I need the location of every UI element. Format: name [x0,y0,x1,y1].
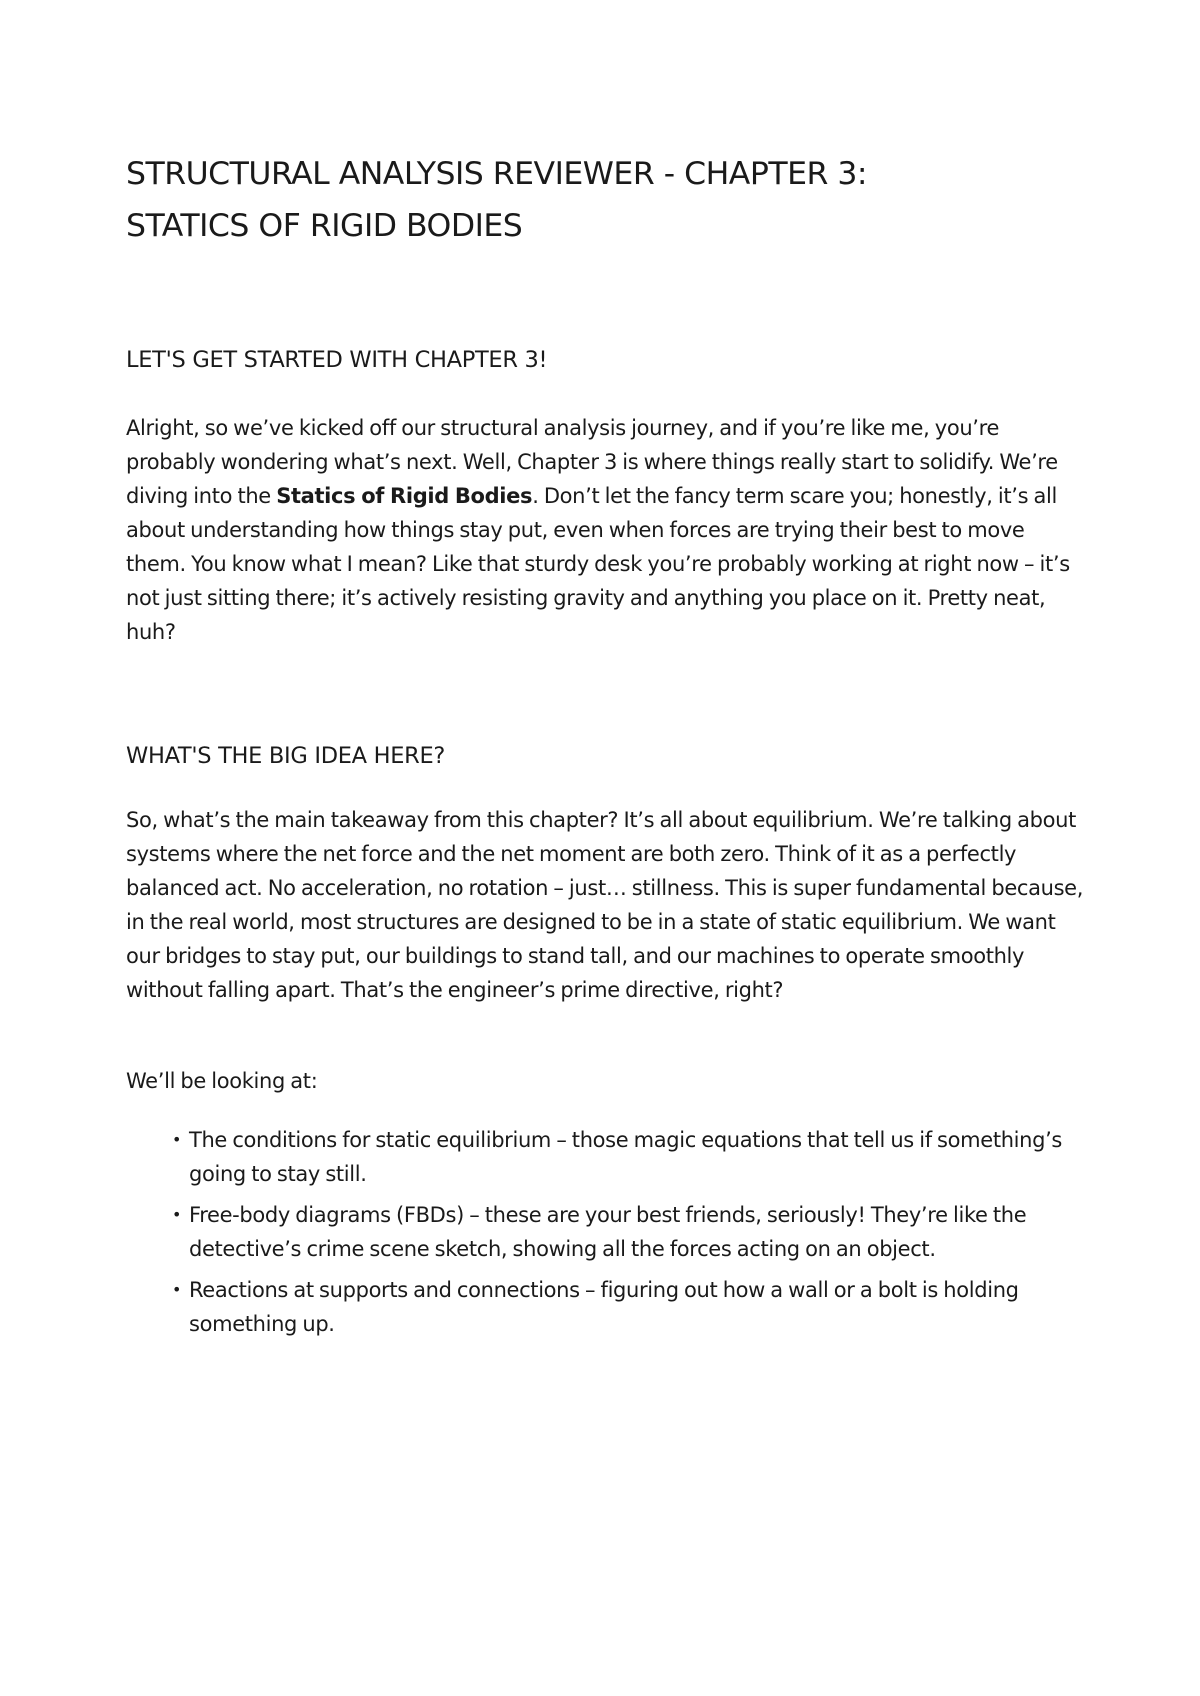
topics-list [172,1123,1072,1348]
intro-text-start: Alright, so we’ve kicked off our structural analysis journey, and if you’re like me, you’re probably wondering what’s next. Well, Chapter 3 is where things really start to solidify. We’re diving into the [126,416,1058,508]
list-item-text: The conditions for static equilibrium – those magic equations that tell us if something’s going to stay still. [189,1128,1063,1186]
bold-term: Statics of Rigid Bodies [276,484,533,508]
list-item [172,1198,1072,1266]
intro-text-end: . Don’t let the fancy term scare you; honestly, it’s all about understanding how things stay put, even when forces are trying their best to move them. You know what I mean? Like that sturdy desk you’re probably working at right now – it’s not just sitting there; it’s actively resisting gravity and anything you place on it. Pretty neat, huh? [126,484,1070,644]
list-item [172,1273,1072,1341]
document-title-line-1: STRUCTURAL ANALYSIS REVIEWER - CHAPTER 3: [126,156,868,192]
document-title [126,148,1086,252]
list-item-text: Reactions at supports and connections – figuring out how a wall or a bolt is holding something up. [189,1278,1019,1336]
document-title-line-2: STATICS OF RIGID BODIES [126,208,523,244]
list-intro: We’ll be looking at: [126,1069,318,1093]
bullet-icon: • [172,1205,182,1224]
bullet-icon: • [172,1280,182,1299]
list-item-text: Free-body diagrams (FBDs) – these are your best friends, seriously! They’re like the detective’s crime scene sketch, showing all the forces acting on an object. [189,1203,1027,1261]
intro-paragraph [126,411,1086,649]
big-idea-paragraph: So, what’s the main takeaway from this chapter? It’s all about equilibrium. We’re talking about systems where the net force and the net moment are both zero. Think of it as a perfectly balanced act. No acceleration, no rotation – just… stillness. This is super fundamental because, in the real world, most structures are designed to be in a state of static equilibrium. We want our bridges to stay put, our buildings to stand tall, and our machines to operate smoothly without falling apart. That’s the engineer’s prime directive, right? [126,808,1084,1002]
section-heading-big-idea: WHAT'S THE BIG IDEA HERE? [126,743,446,769]
bullet-icon: • [172,1130,182,1149]
list-item [172,1123,1072,1191]
section-heading-getting-started: LET'S GET STARTED WITH CHAPTER 3! [126,347,548,373]
